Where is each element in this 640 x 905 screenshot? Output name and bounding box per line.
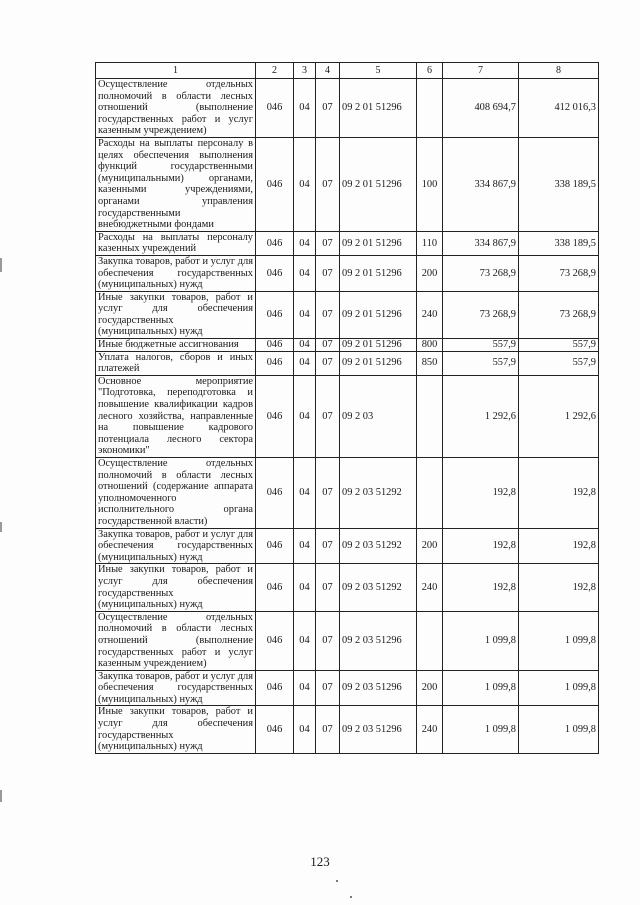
table-row <box>96 528 599 564</box>
subsection-code: 07 <box>316 79 340 138</box>
expense-type-code <box>417 611 443 670</box>
amount-col7: 557,9 <box>443 351 519 375</box>
expense-name: Иные закупки товаров, работ и услуг для обеспечения государственных (муниципальных) нужд <box>96 706 256 753</box>
ministry-code: 046 <box>256 564 294 611</box>
ministry-code: 046 <box>256 339 294 352</box>
table-row <box>96 611 599 670</box>
target-article-code: 09 2 03 51292 <box>340 528 417 564</box>
column-header: 5 <box>340 63 417 79</box>
subsection-code: 07 <box>316 458 340 529</box>
expense-name: Расходы на выплаты персоналу казенных учреждений <box>96 231 256 255</box>
expense-type-code <box>417 79 443 138</box>
section-code: 04 <box>294 458 316 529</box>
target-article-code: 09 2 01 51296 <box>340 79 417 138</box>
expense-name: Расходы на выплаты персоналу в целях обеспечения выполнения функций государственными (муниципальными) органами, казенными учреждениями, органами управления государственными внебюджетными фондами <box>96 137 256 231</box>
section-code: 04 <box>294 255 316 291</box>
amount-col8: 557,9 <box>519 339 599 352</box>
expense-type-code: 100 <box>417 137 443 231</box>
amount-col8: 338 189,5 <box>519 231 599 255</box>
amount-col8: 1 292,6 <box>519 375 599 457</box>
table-row <box>96 339 599 352</box>
ministry-code: 046 <box>256 528 294 564</box>
expense-type-code: 200 <box>417 528 443 564</box>
expense-type-code <box>417 375 443 457</box>
ministry-code: 046 <box>256 670 294 706</box>
column-header: 7 <box>443 63 519 79</box>
expense-type-code: 200 <box>417 670 443 706</box>
amount-col7: 334 867,9 <box>443 231 519 255</box>
amount-col8: 557,9 <box>519 351 599 375</box>
subsection-code: 07 <box>316 339 340 352</box>
amount-col8: 1 099,8 <box>519 706 599 753</box>
amount-col7: 557,9 <box>443 339 519 352</box>
expense-name: Осуществление отдельных полномочий в области лесных отношений (содержание аппарата уполномоченного исполнительного органа государственной власти) <box>96 458 256 529</box>
amount-col8: 73 268,9 <box>519 255 599 291</box>
section-code: 04 <box>294 670 316 706</box>
target-article-code: 09 2 03 51292 <box>340 564 417 611</box>
amount-col7: 1 099,8 <box>443 706 519 753</box>
expense-name: Основное мероприятие "Подготовка, переподготовка и повышение квалификации кадров лесного хозяйства, направленные на повышение кадрового потенциала лесного сектора экономики" <box>96 375 256 457</box>
target-article-code: 09 2 01 51296 <box>340 339 417 352</box>
target-article-code: 09 2 01 51296 <box>340 137 417 231</box>
amount-col7: 1 099,8 <box>443 611 519 670</box>
section-code: 04 <box>294 291 316 338</box>
table-row <box>96 137 599 231</box>
ministry-code: 046 <box>256 79 294 138</box>
table-row <box>96 564 599 611</box>
ministry-code: 046 <box>256 375 294 457</box>
section-code: 04 <box>294 79 316 138</box>
ministry-code: 046 <box>256 255 294 291</box>
amount-col7: 408 694,7 <box>443 79 519 138</box>
section-code: 04 <box>294 611 316 670</box>
amount-col7: 73 268,9 <box>443 255 519 291</box>
amount-col8: 338 189,5 <box>519 137 599 231</box>
scan-edge-mark <box>0 258 2 272</box>
column-header: 2 <box>256 63 294 79</box>
ministry-code: 046 <box>256 137 294 231</box>
amount-col8: 1 099,8 <box>519 611 599 670</box>
subsection-code: 07 <box>316 351 340 375</box>
amount-col7: 73 268,9 <box>443 291 519 338</box>
section-code: 04 <box>294 564 316 611</box>
table-header-row <box>96 63 599 79</box>
table-row <box>96 255 599 291</box>
ministry-code: 046 <box>256 231 294 255</box>
table-row <box>96 231 599 255</box>
amount-col8: 73 268,9 <box>519 291 599 338</box>
section-code: 04 <box>294 351 316 375</box>
expense-name: Иные бюджетные ассигнования <box>96 339 256 352</box>
table-row <box>96 291 599 338</box>
amount-col8: 1 099,8 <box>519 670 599 706</box>
subsection-code: 07 <box>316 291 340 338</box>
section-code: 04 <box>294 339 316 352</box>
expense-type-code <box>417 458 443 529</box>
column-header: 6 <box>417 63 443 79</box>
expense-name: Иные закупки товаров, работ и услуг для обеспечения государственных (муниципальных) нужд <box>96 564 256 611</box>
ministry-code: 046 <box>256 458 294 529</box>
scan-speck <box>350 896 352 898</box>
expense-type-code: 850 <box>417 351 443 375</box>
column-header: 8 <box>519 63 599 79</box>
expense-type-code: 800 <box>417 339 443 352</box>
expense-type-code: 240 <box>417 564 443 611</box>
budget-table <box>95 62 599 754</box>
table-row <box>96 351 599 375</box>
subsection-code: 07 <box>316 706 340 753</box>
subsection-code: 07 <box>316 137 340 231</box>
subsection-code: 07 <box>316 670 340 706</box>
subsection-code: 07 <box>316 528 340 564</box>
expense-name: Осуществление отдельных полномочий в области лесных отношений (выполнение государственных работ и услуг казенным учреждением) <box>96 79 256 138</box>
scan-speck <box>336 880 338 882</box>
amount-col7: 334 867,9 <box>443 137 519 231</box>
ministry-code: 046 <box>256 351 294 375</box>
target-article-code: 09 2 01 51296 <box>340 231 417 255</box>
scan-edge-mark <box>0 522 2 532</box>
expense-name: Уплата налогов, сборов и иных платежей <box>96 351 256 375</box>
amount-col7: 1 099,8 <box>443 670 519 706</box>
expense-type-code: 240 <box>417 706 443 753</box>
amount-col7: 192,8 <box>443 528 519 564</box>
table-row <box>96 670 599 706</box>
expense-name: Осуществление отдельных полномочий в области лесных отношений (выполнение государственных работ и услуг казенным учреждением) <box>96 611 256 670</box>
section-code: 04 <box>294 231 316 255</box>
ministry-code: 046 <box>256 611 294 670</box>
target-article-code: 09 2 03 <box>340 375 417 457</box>
subsection-code: 07 <box>316 231 340 255</box>
target-article-code: 09 2 01 51296 <box>340 291 417 338</box>
target-article-code: 09 2 03 51292 <box>340 458 417 529</box>
subsection-code: 07 <box>316 564 340 611</box>
expense-type-code: 240 <box>417 291 443 338</box>
expense-type-code: 110 <box>417 231 443 255</box>
amount-col8: 192,8 <box>519 564 599 611</box>
ministry-code: 046 <box>256 291 294 338</box>
page-number: 123 <box>310 854 330 869</box>
amount-col8: 192,8 <box>519 528 599 564</box>
amount-col7: 1 292,6 <box>443 375 519 457</box>
subsection-code: 07 <box>316 375 340 457</box>
target-article-code: 09 2 03 51296 <box>340 706 417 753</box>
amount-col7: 192,8 <box>443 458 519 529</box>
expense-name: Закупка товаров, работ и услуг для обеспечения государственных (муниципальных) нужд <box>96 528 256 564</box>
amount-col8: 412 016,3 <box>519 79 599 138</box>
target-article-code: 09 2 01 51296 <box>340 255 417 291</box>
expense-type-code: 200 <box>417 255 443 291</box>
column-header: 1 <box>96 63 256 79</box>
column-header: 3 <box>294 63 316 79</box>
table-row <box>96 458 599 529</box>
column-header: 4 <box>316 63 340 79</box>
expense-name: Иные закупки товаров, работ и услуг для обеспечения государственных (муниципальных) нужд <box>96 291 256 338</box>
section-code: 04 <box>294 528 316 564</box>
subsection-code: 07 <box>316 255 340 291</box>
section-code: 04 <box>294 375 316 457</box>
section-code: 04 <box>294 137 316 231</box>
ministry-code: 046 <box>256 706 294 753</box>
target-article-code: 09 2 01 51296 <box>340 351 417 375</box>
target-article-code: 09 2 03 51296 <box>340 611 417 670</box>
scan-edge-mark <box>0 790 2 802</box>
amount-col8: 192,8 <box>519 458 599 529</box>
expense-name: Закупка товаров, работ и услуг для обеспечения государственных (муниципальных) нужд <box>96 255 256 291</box>
table-row <box>96 706 599 753</box>
table-row <box>96 375 599 457</box>
subsection-code: 07 <box>316 611 340 670</box>
amount-col7: 192,8 <box>443 564 519 611</box>
target-article-code: 09 2 03 51296 <box>340 670 417 706</box>
section-code: 04 <box>294 706 316 753</box>
expense-name: Закупка товаров, работ и услуг для обеспечения государственных (муниципальных) нужд <box>96 670 256 706</box>
table-row <box>96 79 599 138</box>
